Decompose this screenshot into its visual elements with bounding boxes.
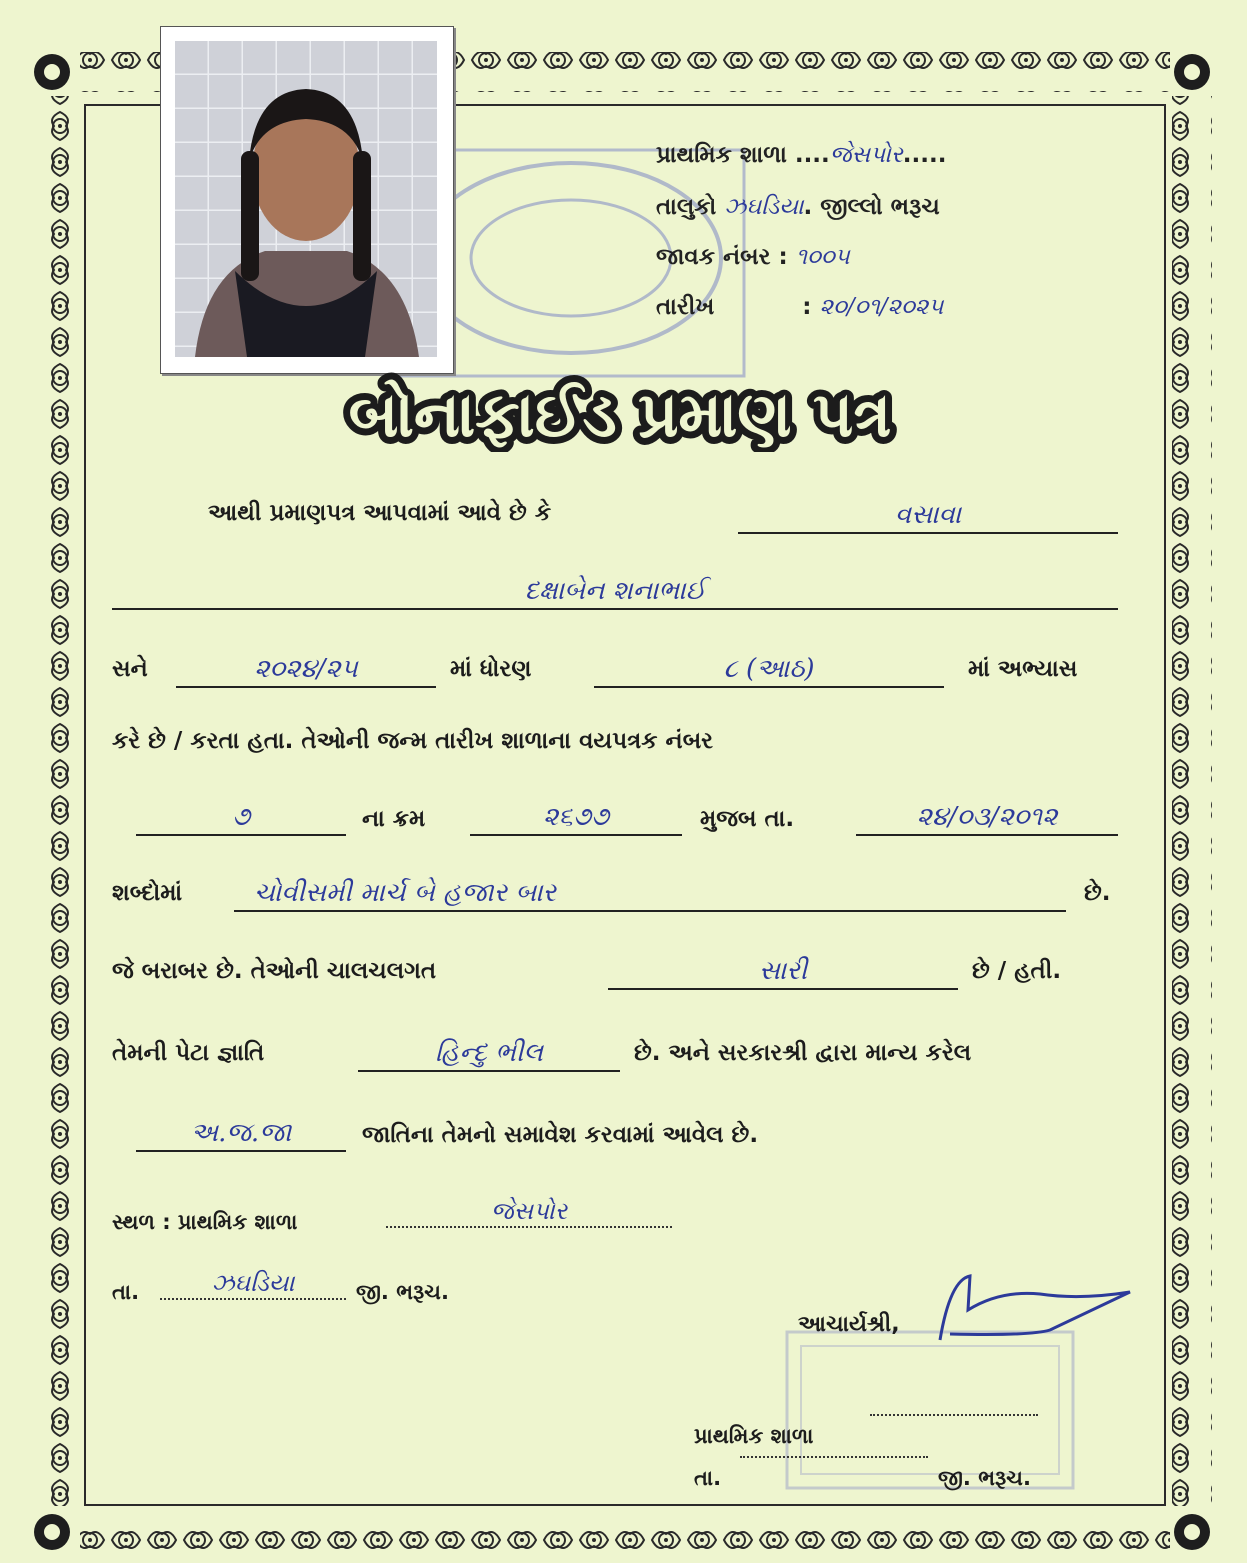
govt-text: છે. અને સરકારશ્રી દ્વારા માન્ય કરેલ	[634, 1040, 972, 1066]
std-field: ૮ (આઠ)	[594, 652, 944, 688]
date-label: તારીખ	[656, 294, 715, 320]
chhe-label: છે.	[1084, 880, 1111, 906]
date-value: ૨૦/૦૧/૨૦૨૫	[819, 294, 944, 320]
header-taluka: તાલુકો ઝઘડિયા. જીલ્લો ભરૂચ	[656, 194, 940, 220]
conduct-label: જે બરાબર છે. તેઓની ચાલચલગત	[112, 958, 437, 984]
footer-ji-label: જી. ભરૂચ.	[938, 1466, 1031, 1490]
outward-value: ૧૦૦૫	[795, 244, 850, 270]
intro-text: આથી પ્રમાણપત્ર આપવામાં આવે છે કે	[208, 500, 552, 526]
title-text: બોનાફાઈડ પ્રમાણ પત્ર	[348, 378, 892, 451]
header-date: તારીખ : ૨૦/૦૧/૨૦૨૫	[656, 294, 944, 320]
serial-field: ૨૬૭૭	[470, 800, 682, 836]
place-label: સ્થળ : પ્રાથમિક શાળા	[112, 1210, 298, 1234]
line4-text: કરે છે / કરતા હતા. તેઓની જન્મ તારીખ શાળાના વયપત્રક નંબર	[112, 728, 714, 754]
header-outward: જાવક નંબર : ૧૦૦૫	[656, 244, 850, 270]
footer-ta-label: તા.	[694, 1466, 722, 1490]
std-label: માં ધોરણ	[450, 656, 532, 682]
school-value: જેસપોર	[829, 142, 903, 168]
certificate-title	[190, 372, 1050, 452]
fullname-field: દક્ષાબેન શનાભાઈ	[112, 574, 1118, 610]
place-value: જેસપોર	[386, 1196, 672, 1228]
year-field: ૨૦૨૪/૨૫	[176, 652, 436, 688]
chhe-hati-label: છે / હતી.	[972, 958, 1062, 984]
surname-field: વસાવા	[738, 498, 1118, 534]
conduct-field: સારી	[608, 954, 958, 990]
ta-value: ઝઘડિયા	[160, 1268, 346, 1300]
principal-signature	[930, 1270, 1160, 1350]
register-no-field: ૭	[136, 800, 346, 836]
footer-school-label: પ્રાથમિક શાળા	[694, 1424, 814, 1448]
header-school: પ્રાથમિક શાળા ....જેસપોર.....	[656, 142, 947, 168]
footer-school-dots	[870, 1414, 1038, 1416]
sane-label: સને	[112, 656, 148, 682]
ji-label: જી. ભરૂચ.	[356, 1280, 449, 1304]
principal-label: આચાર્યશ્રી,	[798, 1312, 900, 1337]
student-photo	[160, 26, 454, 374]
principal-stamp	[785, 1330, 1075, 1490]
ta-label: તા.	[112, 1280, 140, 1304]
outward-label: જાવક નંબર	[656, 244, 771, 270]
caste-label: તેમની પેટા જ્ઞાતિ	[112, 1040, 265, 1066]
category-field: અ.જ.જા	[136, 1116, 346, 1152]
taluka-label: તાલુકો	[656, 194, 717, 220]
category-text: જાતિના તેમનો સમાવેશ કરવામાં આવેલ છે.	[362, 1122, 759, 1148]
studying-label: માં અભ્યાસ	[968, 656, 1078, 682]
caste-field: હિન્દુ ભીલ	[358, 1036, 620, 1072]
as-per-label: મુજબ તા.	[700, 806, 795, 832]
na-kram-label: ના ક્રમ	[362, 806, 426, 832]
district-label: જીલ્લો ભરૂચ	[820, 194, 940, 220]
dob-field: ૨૪/૦૩/૨૦૧૨	[856, 800, 1118, 836]
in-words-label: શબ્દોમાં	[112, 880, 183, 906]
taluka-value: ઝઘડિયા	[724, 194, 804, 220]
in-words-field: ચોવીસમી માર્ચ બે હજાર બાર	[234, 876, 1066, 912]
school-label: પ્રાથમિક શાળા	[656, 142, 787, 168]
footer-ta-dots	[740, 1456, 928, 1458]
